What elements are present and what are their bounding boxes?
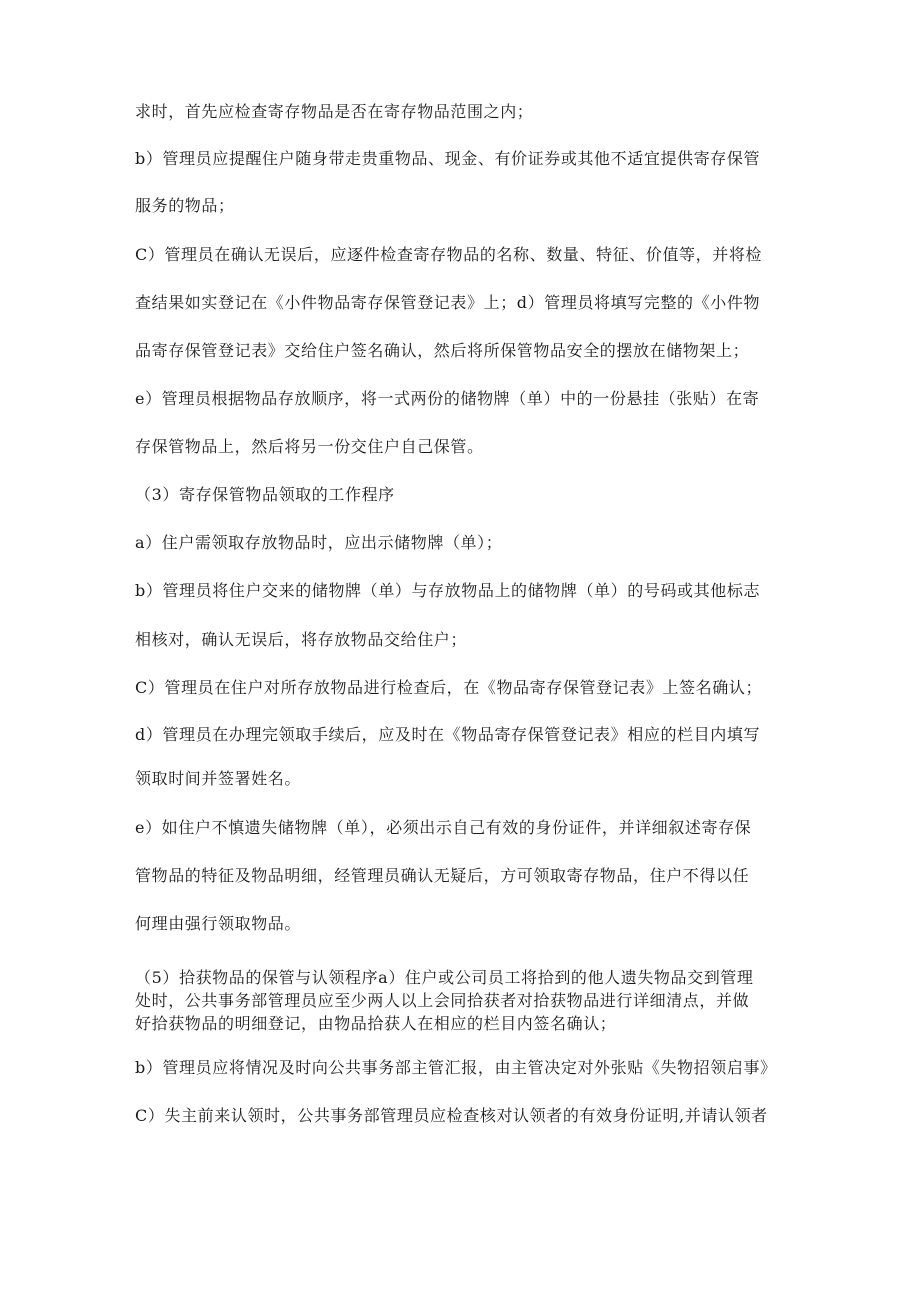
text-line: 好拾获物品的明细登记，由物品拾获人在相应的栏目内签名确认； (135, 1014, 617, 1033)
text-line: C）失主前来认领时，公共事务部管理员应检查核对认领者的有效身份证明,并请认领者 (135, 1106, 768, 1125)
text-line: C）管理员在住户对所存放物品进行检查后，在《物品寄存保管登记表》上签名确认； (135, 678, 763, 697)
text-line: 相核对，确认无误后，将存放物品交给住户； (135, 630, 468, 649)
text-line: b）管理员将住户交来的储物牌（单）与存放物品上的储物牌（单）的号码或其他标志 (135, 581, 761, 600)
text-line: a）住户需领取存放物品时，应出示储物牌（单）； (135, 533, 503, 552)
text-line: 求时，首先应检查寄存物品是否在寄存物品范围之内； (135, 102, 534, 121)
text-line: 领取时间并签署姓名。 (135, 769, 302, 788)
text-line: e）管理员根据物品存放顺序，将一式两份的储物牌（单）中的一份悬挂（张贴）在寄 (135, 389, 760, 408)
text-line: 管物品的特征及物品明细，经管理员确认无疑后，方可领取寄存物品，住户不得以任 (135, 866, 750, 885)
section-heading: （5）拾获物品的保管与认领程序a）住户或公司员工将拾到的他人遗失物品交到管理 (135, 968, 754, 987)
text-line: b）管理员应提醒住户随身带走贵重物品、现金、有价证券或其他不适宜提供寄存保管 (135, 149, 761, 168)
text-line: e）如住户不慎遗失储物牌（单），必须出示自己有效的身份证件，并详细叙述寄存保 (135, 818, 752, 837)
text-line: 查结果如实登记在《小件物品寄存保管登记表》上；d）管理员将填写完整的《小件物 (135, 293, 761, 312)
section-heading: （3）寄存保管物品领取的工作程序 (135, 485, 395, 504)
text-line: 何理由强行领取物品。 (135, 914, 302, 933)
text-line: b）管理员应将情况及时向公共事务部主管汇报，由主管决定对外张贴《失物招领启事》 (135, 1058, 777, 1077)
text-line: 服务的物品； (135, 196, 235, 215)
text-line: 处时，公共事务部管理员应至少两人以上会同拾获者对拾获物品进行详细清点，并做 (135, 991, 750, 1010)
text-line: C）管理员在确认无误后，应逐件检查寄存物品的名称、数量、特征、价值等，并将检 (135, 245, 763, 264)
text-line: d）管理员在办理完领取手续后，应及时在《物品寄存保管登记表》相应的栏目内填写 (135, 725, 761, 744)
text-line: 存保管物品上，然后将另一份交住户自己保管。 (135, 437, 484, 456)
text-line: 品寄存保管登记表》交给住户签名确认，然后将所保管物品安全的摆放在储物架上； (135, 341, 750, 360)
